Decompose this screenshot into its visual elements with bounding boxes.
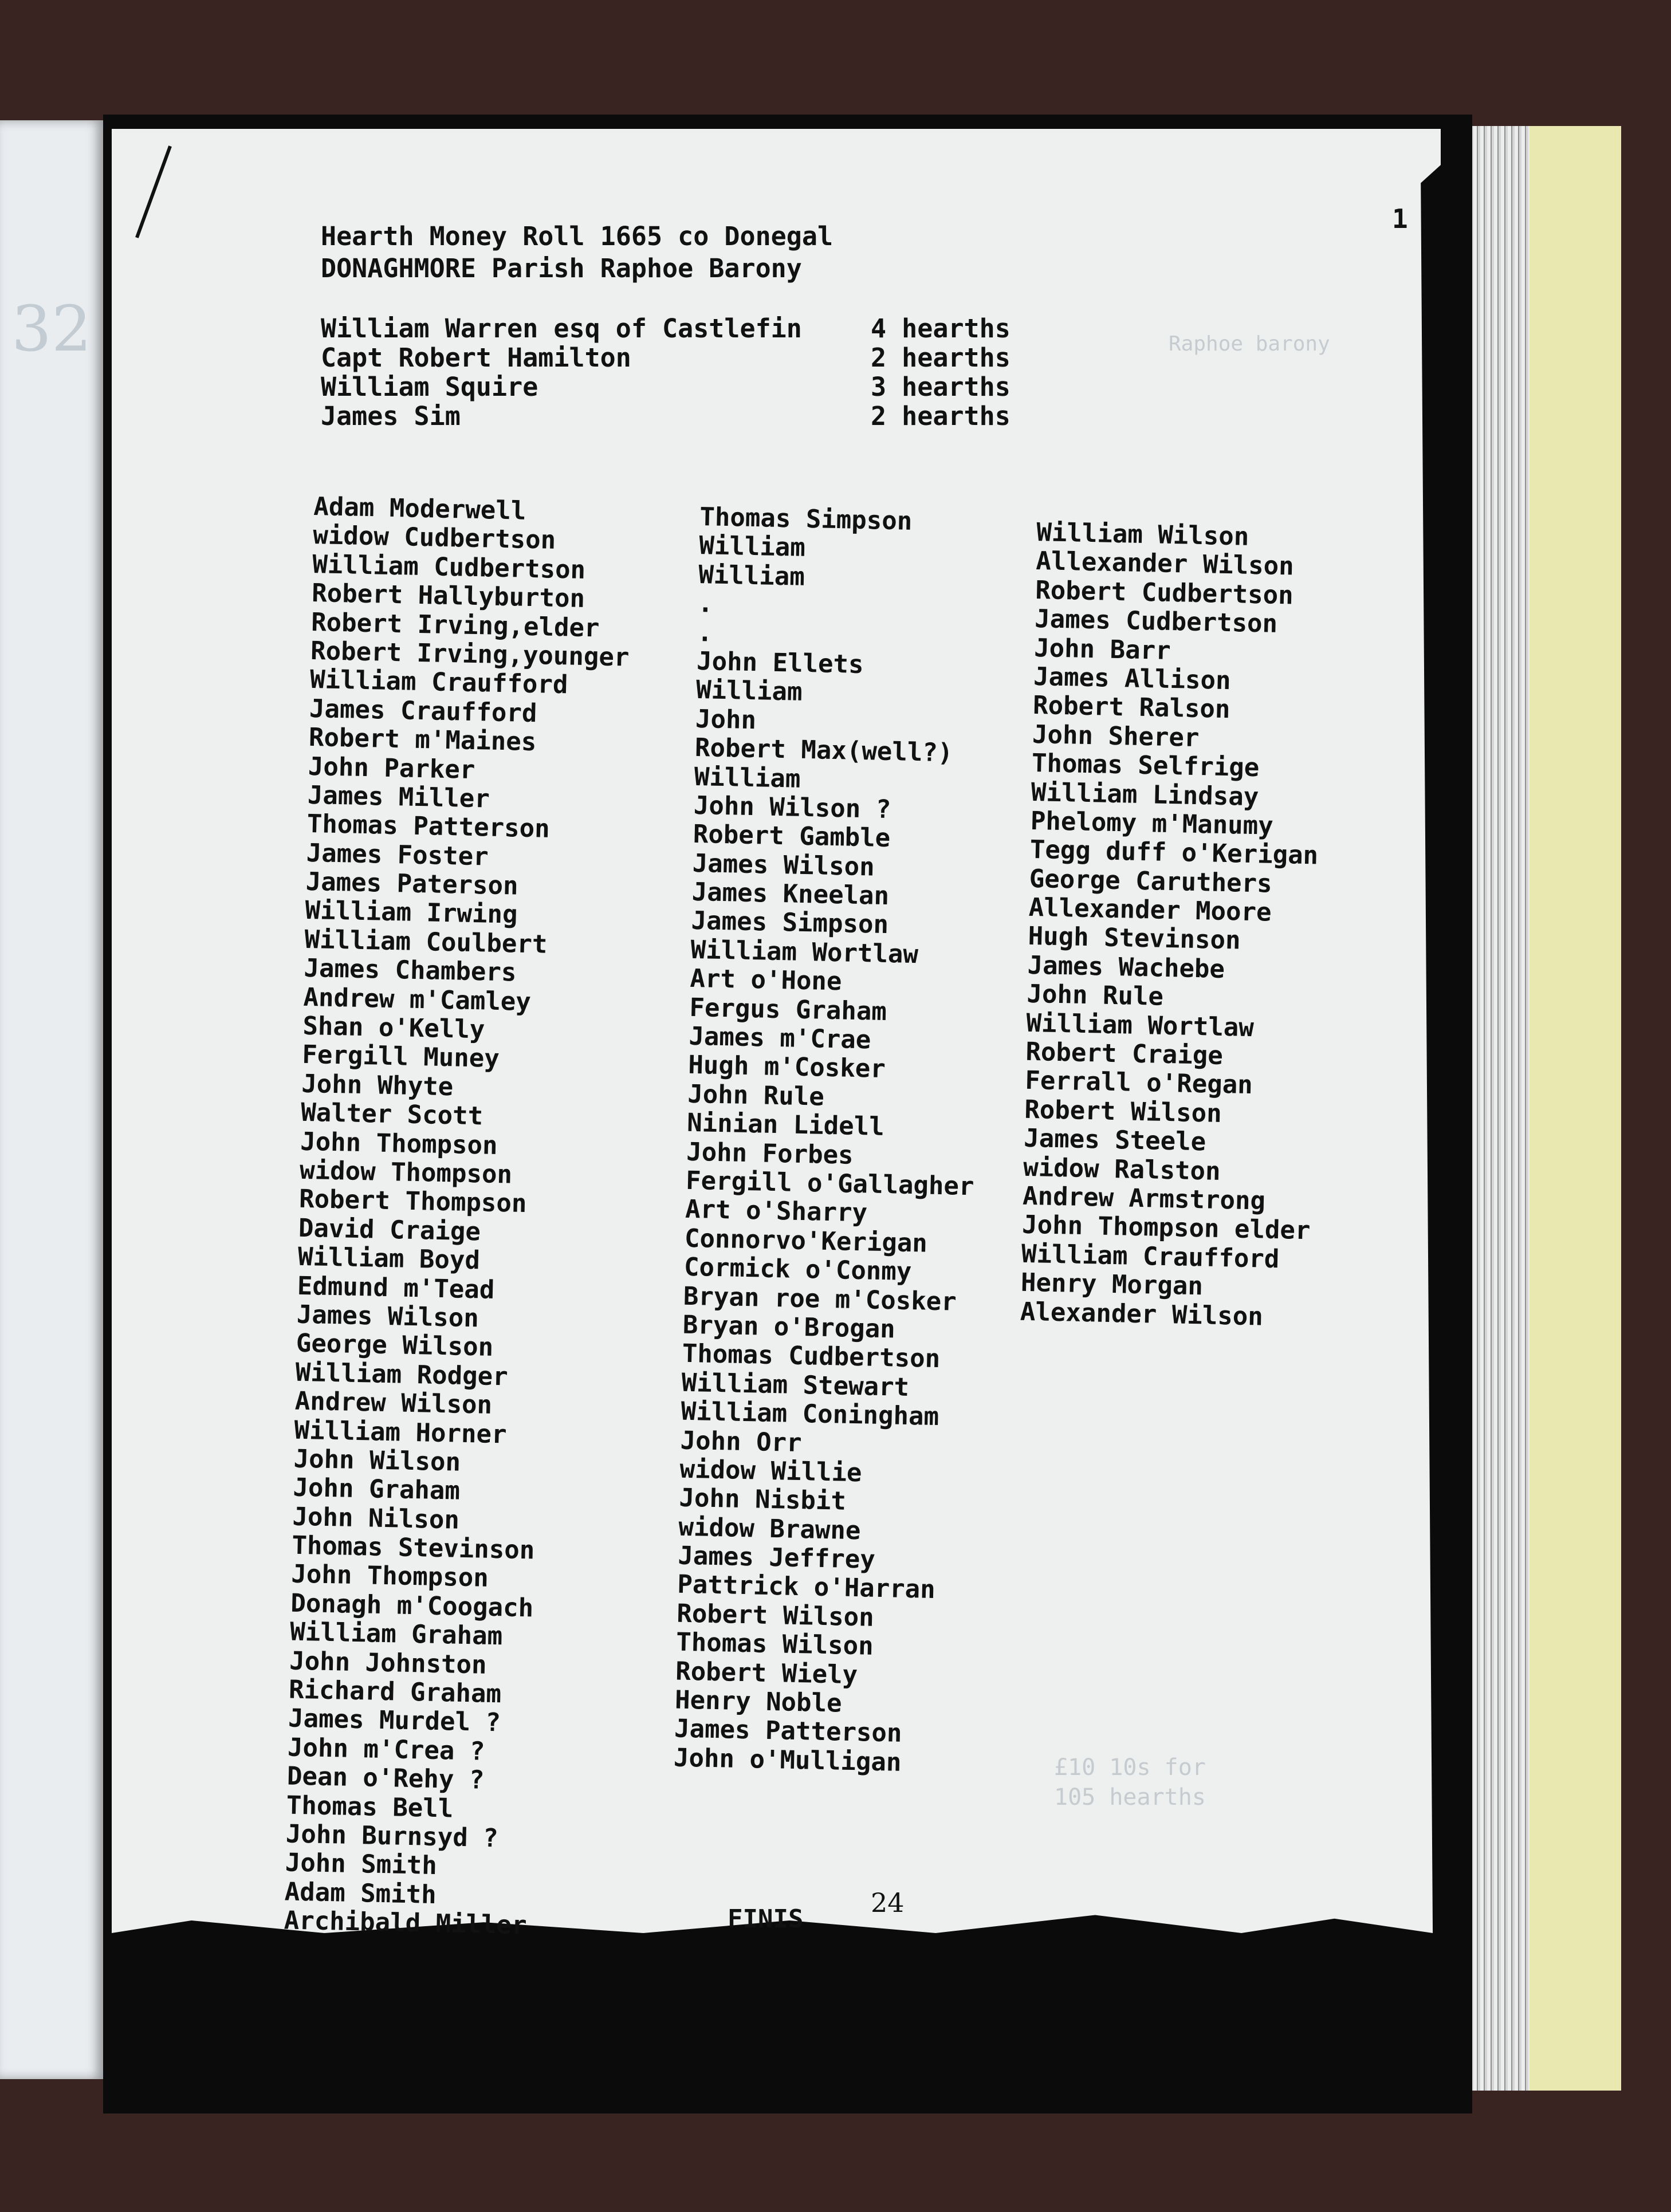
name-entry: James Kneelan xyxy=(691,877,890,911)
hearth-count: 2 hearths xyxy=(871,343,1011,373)
name-entry: James Craufford xyxy=(309,694,537,728)
binder-edge xyxy=(1524,126,1621,2091)
name-entry: William xyxy=(694,762,801,794)
name-entry: William Irwing xyxy=(305,896,518,930)
name-entry: James m'Crae xyxy=(688,1021,871,1055)
name-entry: Connorvo'Kerigan xyxy=(684,1223,928,1258)
name-entry: John Ellets xyxy=(696,646,864,679)
name-entry: widow Cudbertson xyxy=(312,521,556,556)
name-entry: Thomas Patterson xyxy=(306,809,551,844)
name-entry: Robert Wiely xyxy=(675,1656,858,1690)
name-entry: James Simpson xyxy=(691,906,889,940)
name-entry: William Rodger xyxy=(295,1357,509,1392)
name-entry: Robert Irving,elder xyxy=(310,607,600,643)
name-entry: James Paterson xyxy=(305,867,519,901)
name-entry: Robert Cudbertson xyxy=(1035,575,1294,611)
name-entry: Thomas Selfrige xyxy=(1031,749,1260,783)
name-entry: Thomas Stevinson xyxy=(291,1530,535,1565)
name-entry: Ferrall o'Regan xyxy=(1024,1066,1253,1100)
hearth-entry-name: William Squire xyxy=(321,372,538,402)
name-entry: William Stewart xyxy=(681,1368,910,1402)
name-entry: Alexander Wilson xyxy=(1020,1297,1264,1332)
name-entry: Robert Craige xyxy=(1025,1037,1224,1071)
name-entry: William Boyd xyxy=(297,1242,481,1276)
name-entry: John Wilson ? xyxy=(693,790,891,824)
name-column-3 xyxy=(1020,518,1325,1332)
name-entry: Phelomy m'Manumy xyxy=(1030,806,1274,841)
name-entry: Edmund m'Tead xyxy=(297,1271,495,1305)
name-entry: Andrew m'Camley xyxy=(303,982,532,1017)
handwritten-notation: 24 xyxy=(871,1887,905,1918)
name-entry: Fergill o'Gallagher xyxy=(685,1166,974,1202)
page-number: 1 xyxy=(1392,203,1408,234)
header-title: Hearth Money Roll 1665 co Donegal xyxy=(321,221,833,251)
name-entry: widow Brawne xyxy=(678,1512,861,1545)
name-entry: Thomas Bell xyxy=(286,1790,454,1824)
name-entry: James Wilson xyxy=(692,848,875,882)
hearth-entry xyxy=(321,372,1011,402)
hearth-entry-name: William Warren esq of Castlefin xyxy=(321,313,802,344)
name-entry: Robert Max(well?) xyxy=(694,733,953,768)
name-entry: John o'Mulligan xyxy=(673,1743,902,1777)
name-entry: James Jeffrey xyxy=(677,1541,876,1575)
name-entry: William Graham xyxy=(289,1617,503,1651)
hearth-entry xyxy=(321,343,1011,372)
name-entry: William Cudbertson xyxy=(312,549,586,585)
name-entry: William xyxy=(695,675,803,707)
name-entry: Adam Smith xyxy=(284,1877,437,1910)
name-entry: Andrew Wilson xyxy=(294,1386,493,1420)
name-entry: Robert Thompson xyxy=(298,1184,527,1219)
name-entry: Hugh Stevinson xyxy=(1028,922,1241,956)
name-entry: William Wilson xyxy=(1036,518,1249,552)
name-entry: Thomas Simpson xyxy=(699,502,913,536)
name-entry: Robert Irving,younger xyxy=(310,636,630,672)
name-entry: John xyxy=(695,704,757,735)
document-header xyxy=(321,221,833,285)
name-entry: Shan o'Kelly xyxy=(302,1011,485,1045)
name-entry: Dean o'Rehy ? xyxy=(286,1761,485,1795)
hearth-count: 3 hearths xyxy=(871,372,1011,402)
bleed-through-total xyxy=(1054,1753,1206,1812)
header-parish: DONAGHMORE Parish Raphoe Barony xyxy=(321,253,802,284)
name-entry: John Thompson xyxy=(300,1127,498,1160)
name-entry: John Nilson xyxy=(292,1502,460,1535)
name-entry: Cormick o'Conmy xyxy=(683,1252,912,1287)
name-entry: . xyxy=(697,589,714,619)
name-entry: widow Willie xyxy=(679,1454,863,1488)
name-entry: Fergus Graham xyxy=(689,993,887,1026)
name-entry: James Cudbertson xyxy=(1034,604,1278,639)
finis-mark: FINIS xyxy=(728,1904,804,1934)
name-entry: Robert Hallyburton xyxy=(311,578,585,614)
name-entry: John Graham xyxy=(293,1473,461,1506)
name-entry: John Parker xyxy=(308,751,475,785)
name-entry: John Thompson elder xyxy=(1021,1210,1311,1246)
name-entry: Robert Wilson xyxy=(676,1599,875,1632)
bleed-through-total-line1: £10 10s for xyxy=(1054,1754,1206,1781)
name-entry: William Horner xyxy=(294,1415,508,1449)
name-entry: Richard Graham xyxy=(288,1675,502,1709)
name-entry: William Craufford xyxy=(1021,1239,1280,1274)
hearth-entry-name: Capt Robert Hamilton xyxy=(321,343,631,373)
name-entry: widow Thompson xyxy=(299,1155,513,1190)
name-entry: James Steele xyxy=(1023,1123,1206,1157)
name-entry: Thomas Cudbertson xyxy=(682,1339,941,1374)
left-facing-page xyxy=(0,120,103,2079)
name-entry: Henry Noble xyxy=(674,1685,843,1718)
hearth-entries xyxy=(321,314,1011,431)
name-entry: John Forbes xyxy=(686,1137,854,1170)
name-entry: John Whyte xyxy=(301,1069,454,1102)
name-entry: John Nisbit xyxy=(679,1483,847,1516)
name-entry: John Smith xyxy=(285,1848,438,1881)
name-entry: Adam Moderwell xyxy=(313,492,526,526)
name-entry: Allexander Wilson xyxy=(1035,546,1295,581)
name-entry: Henry Morgan xyxy=(1020,1268,1204,1301)
hearth-entry xyxy=(321,402,1011,431)
name-entry: John m'Crea ? xyxy=(287,1733,485,1766)
name-entry: James Miller xyxy=(307,780,490,814)
name-entry: Allexander Moore xyxy=(1028,892,1272,927)
name-entry: Art o'Sharry xyxy=(685,1195,868,1228)
name-entry: James Patterson xyxy=(674,1714,902,1749)
name-entry: Pattrick o'Harran xyxy=(677,1570,936,1605)
bleed-through-barony: Raphoe barony xyxy=(1169,332,1330,356)
name-entry: Art o'Hone xyxy=(690,964,842,997)
name-entry: William Craufford xyxy=(309,665,568,700)
name-entry: James Allison xyxy=(1033,662,1232,696)
name-entry: Archibald Miller xyxy=(284,1906,528,1941)
name-entry: James Chambers xyxy=(304,954,517,987)
name-entry: William Coningham xyxy=(681,1396,939,1432)
name-entry: James Wilson xyxy=(296,1300,479,1333)
name-entry: John Sherer xyxy=(1032,719,1200,753)
name-entry: John Rule xyxy=(1027,979,1164,1012)
name-entry: John Johnston xyxy=(289,1646,487,1680)
name-entry: John Orr xyxy=(680,1426,803,1458)
name-entry: widow Ralston xyxy=(1023,1152,1221,1186)
page-edges xyxy=(1466,126,1530,2091)
hearth-count: 4 hearths xyxy=(871,313,1011,344)
name-entry: Robert m'Maines xyxy=(308,723,537,757)
name-entry: William xyxy=(698,560,805,592)
left-page-ghost-number: 32 xyxy=(11,292,92,365)
name-entry: Ninian Lidell xyxy=(686,1108,885,1142)
name-entry: George Caruthers xyxy=(1029,864,1273,899)
name-entry: Bryan o'Brogan xyxy=(682,1310,896,1344)
name-entry: George Wilson xyxy=(296,1329,494,1363)
name-entry: James Foster xyxy=(306,838,489,872)
name-entry: William Coulbert xyxy=(304,924,548,959)
name-entry: Robert Wilson xyxy=(1024,1095,1222,1128)
name-entry: John Thompson xyxy=(290,1560,489,1593)
hearth-count: 2 hearths xyxy=(871,401,1011,431)
name-entry: . xyxy=(697,617,713,648)
name-entry: Thomas Wilson xyxy=(675,1627,874,1662)
name-entry: David Craige xyxy=(298,1213,481,1247)
name-entry: James Murdel ? xyxy=(288,1703,501,1738)
name-entry: Walter Scott xyxy=(300,1097,483,1131)
name-entry: William Lindsay xyxy=(1031,777,1259,812)
name-entry: William Wortlaw xyxy=(690,935,919,970)
name-entry: William Wortlaw xyxy=(1026,1008,1255,1042)
name-entry: John Wilson xyxy=(293,1444,461,1477)
name-entry: Andrew Armstrong xyxy=(1022,1181,1266,1216)
name-entry: Robert Gamble xyxy=(693,820,891,853)
name-entry: John Barr xyxy=(1033,633,1171,666)
name-entry: Bryan roe m'Cosker xyxy=(683,1281,957,1317)
name-entry: Hugh m'Cosker xyxy=(687,1050,886,1084)
name-column-2 xyxy=(674,503,989,1778)
name-entry: Robert Ralson xyxy=(1032,691,1230,725)
hearth-entry-name: James Sim xyxy=(321,401,461,431)
name-entry: Tegg duff o'Kerigan xyxy=(1029,835,1319,871)
name-entry: Donagh m'Coogach xyxy=(290,1588,534,1623)
name-column-1 xyxy=(284,493,632,1942)
hearth-entry xyxy=(321,314,1011,343)
name-entry: Fergill Muney xyxy=(301,1040,500,1074)
bleed-through-total-line2: 105 hearths xyxy=(1054,1784,1206,1810)
name-entry: John Rule xyxy=(687,1079,825,1112)
name-entry: John Burnsyd ? xyxy=(285,1819,499,1853)
name-entry: James Wachebe xyxy=(1027,950,1225,984)
name-entry: William xyxy=(698,531,806,563)
